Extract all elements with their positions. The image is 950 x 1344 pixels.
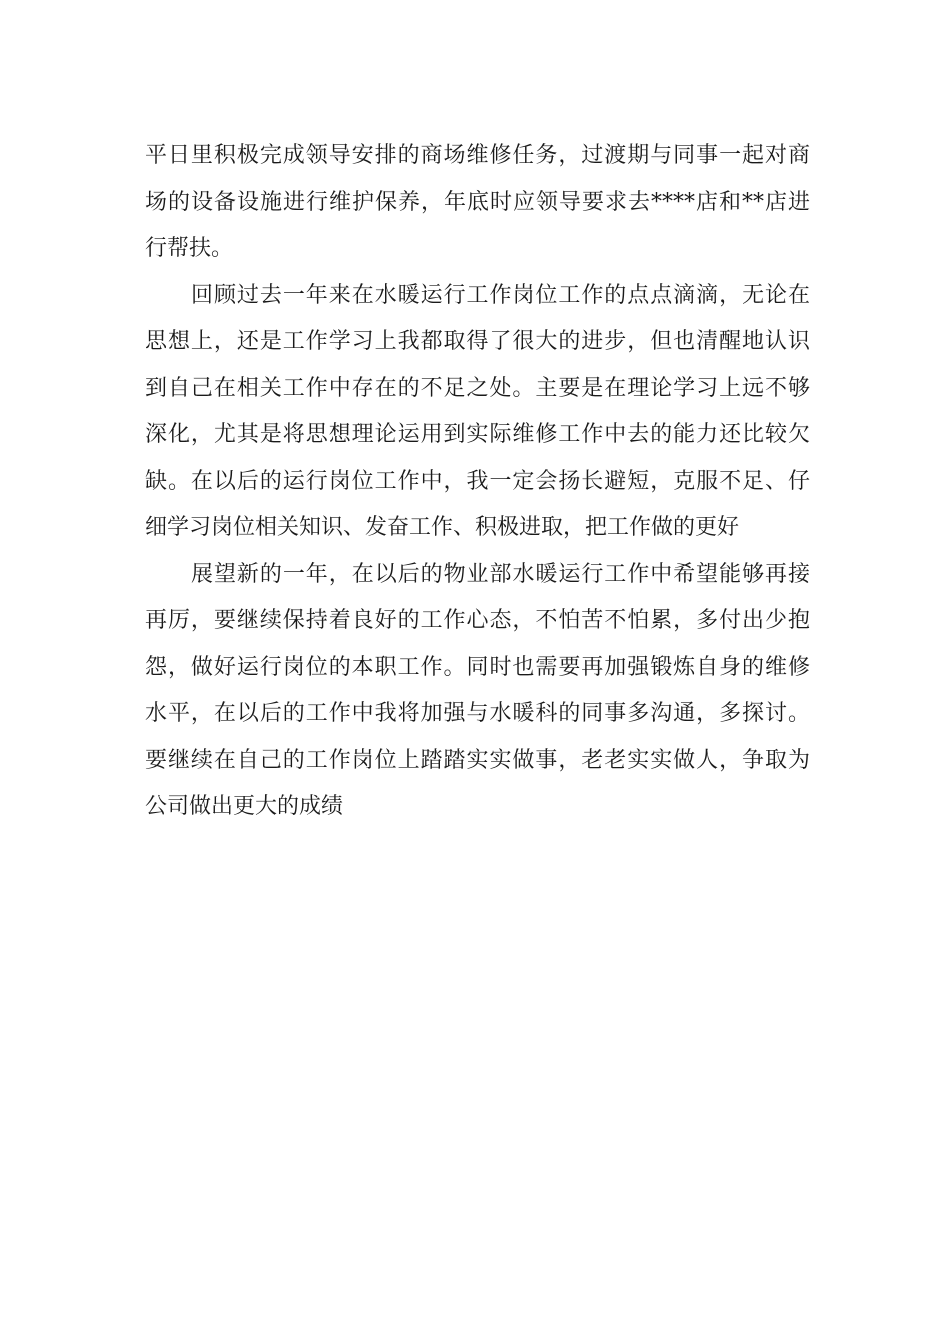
text-line: 思想上，还是工作学习上我都取得了很大的进步，但也清醒地认识 bbox=[145, 329, 810, 354]
paragraph-3 bbox=[145, 552, 810, 831]
text-line: 怨，做好运行岗位的本职工作。同时也需要再加强锻炼自身的维修 bbox=[145, 654, 810, 680]
text-line: 场的设备设施进行维护保养，年底时应领导要求去****店和**店进 bbox=[145, 189, 810, 215]
text-line: 深化，尤其是将思想理论运用到实际维修工作中去的能力还比较欠 bbox=[145, 422, 810, 447]
paragraph-2 bbox=[145, 273, 810, 552]
text-line: 再厉，要继续保持着良好的工作心态，不怕苦不怕累，多付出少抱 bbox=[145, 608, 810, 633]
text-line: 细学习岗位相关知识、发奋工作、积极进取，把工作做的更好 bbox=[145, 515, 740, 540]
text-line: 展望新的一年，在以后的物业部水暖运行工作中希望能够再接 bbox=[191, 561, 810, 587]
text-line: 公司做出更大的成绩 bbox=[145, 794, 344, 819]
text-line: 平日里积极完成领导安排的商场维修任务，过渡期与同事一起对商 bbox=[145, 143, 810, 168]
text-line: 到自己在相关工作中存在的不足之处。主要是在理论学习上远不够 bbox=[145, 375, 810, 401]
paragraph-1 bbox=[145, 133, 810, 273]
text-line: 回顾过去一年来在水暖运行工作岗位工作的点点滴滴，无论在 bbox=[191, 282, 810, 308]
text-line: 水平，在以后的工作中我将加强与水暖科的同事多沟通，多探讨。 bbox=[145, 701, 810, 726]
text-line: 缺。在以后的运行岗位工作中，我一定会扬长避短，克服不足、仔 bbox=[145, 468, 810, 494]
document-body bbox=[145, 133, 810, 831]
text-line: 行帮扶。 bbox=[145, 236, 234, 261]
text-line: 要继续在自己的工作岗位上踏踏实实做事，老老实实做人，争取为 bbox=[145, 747, 810, 773]
